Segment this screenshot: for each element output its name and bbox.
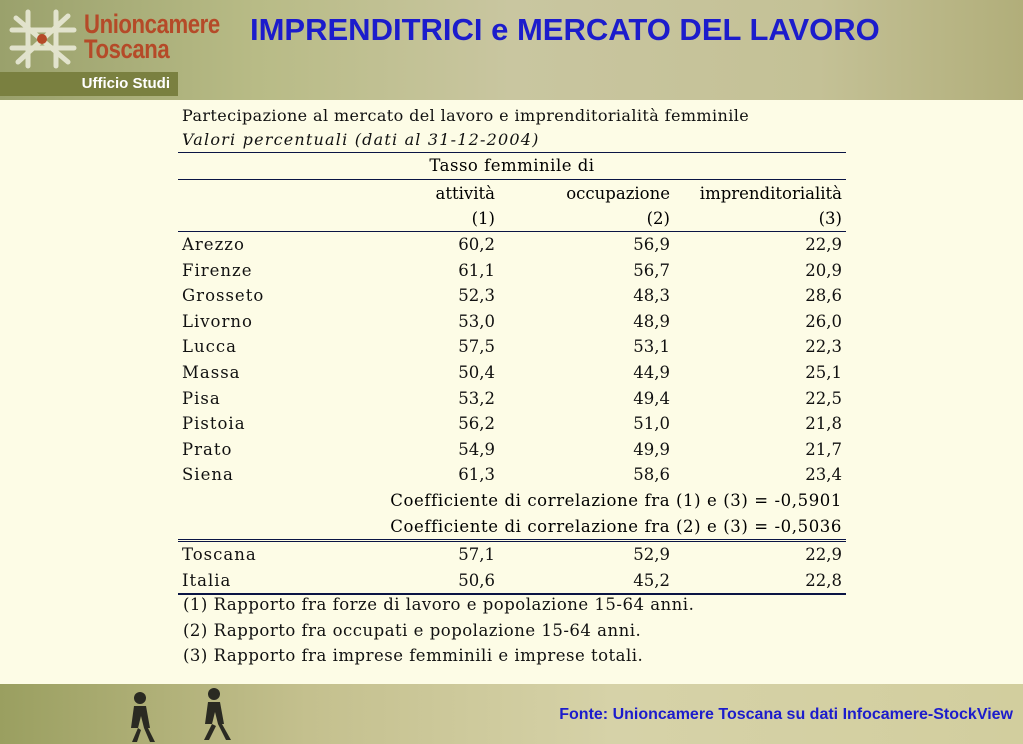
table-row [178, 258, 846, 284]
cell-imprenditorialita: 25,1 [805, 362, 842, 382]
row-label: Firenze [182, 260, 253, 280]
group-header: Tasso femminile di [429, 156, 595, 175]
row-label: Livorno [182, 311, 253, 331]
cell-occupazione: 49,9 [633, 439, 670, 459]
table-row [178, 309, 846, 335]
table-row [178, 334, 846, 360]
cell-imprenditorialita: 22,3 [805, 337, 842, 357]
logo-asterisk-icon [8, 8, 78, 70]
table-row [178, 386, 846, 412]
cell-imprenditorialita: 26,0 [805, 311, 842, 331]
table-row [178, 462, 846, 488]
cell-attivita: 60,2 [458, 235, 495, 254]
table-row [178, 411, 846, 437]
cell-attivita: 56,2 [458, 414, 495, 434]
cell-imprenditorialita: 21,7 [805, 439, 842, 459]
cell-imprenditorialita: 22,5 [805, 388, 842, 408]
table-caption: Partecipazione al mercato del lavoro e imprenditorialità femminile [182, 106, 750, 125]
column-numbers [178, 207, 846, 231]
header-banner [0, 0, 1023, 100]
row-label: Grosseto [182, 286, 265, 306]
cell-attivita: 57,1 [458, 545, 495, 565]
source-credit: Fonte: Unioncamere Toscana su dati Infocamere-StockView [559, 706, 1013, 723]
col-number-3: (3) [818, 209, 842, 228]
cell-imprenditorialita: 22,9 [805, 545, 842, 565]
cell-imprenditorialita: 22,9 [805, 235, 842, 254]
row-label: Toscana [182, 545, 257, 565]
cell-occupazione: 49,4 [633, 388, 670, 408]
col-number-2: (2) [646, 209, 670, 228]
table-notes [183, 592, 694, 669]
column-headers [178, 180, 846, 207]
note-1: (1) Rapporto fra forze di lavoro e popolazione 15-64 anni. [183, 595, 695, 614]
table-row [178, 283, 846, 309]
cell-attivita: 53,2 [458, 388, 495, 408]
table-subcaption: Valori percentuali (dati al 31-12-2004) [182, 130, 540, 149]
cell-attivita: 52,3 [458, 286, 495, 306]
table-row [178, 437, 846, 463]
cell-occupazione: 44,9 [633, 362, 670, 382]
row-label: Italia [182, 570, 232, 590]
cell-occupazione: 52,9 [633, 545, 670, 565]
table-row [178, 568, 846, 594]
cell-attivita: 61,3 [458, 465, 495, 485]
table-row [178, 232, 846, 258]
cell-attivita: 54,9 [458, 439, 495, 459]
col-number-1: (1) [471, 209, 495, 228]
cell-imprenditorialita: 23,4 [805, 465, 842, 485]
cell-occupazione: 53,1 [633, 337, 670, 357]
table-row [178, 360, 846, 386]
cell-attivita: 50,6 [458, 570, 495, 590]
row-label: Arezzo [182, 235, 245, 254]
walking-people-icon [110, 684, 260, 744]
footer-banner [0, 684, 1023, 744]
correlation-1: Coefficiente di correlazione fra (1) e (3) = -0,5901 [390, 490, 842, 510]
data-table [178, 100, 846, 595]
col-header-occupazione: occupazione [566, 184, 670, 203]
page-title: IMPRENDITRICI e MERCATO DEL LAVORO [250, 12, 880, 47]
cell-occupazione: 56,7 [633, 260, 670, 280]
cell-occupazione: 45,2 [633, 570, 670, 590]
office-label: Ufficio Studi [0, 72, 178, 96]
col-header-imprenditorialita: imprenditorialità [699, 184, 842, 203]
cell-occupazione: 48,9 [633, 311, 670, 331]
unioncamere-logo[interactable] [8, 6, 228, 76]
row-label: Siena [182, 465, 234, 485]
row-label: Pistoia [182, 414, 246, 434]
cell-occupazione: 51,0 [633, 414, 670, 434]
table-row [178, 542, 846, 568]
logo-text [84, 9, 220, 64]
cell-attivita: 57,5 [458, 337, 495, 357]
note-3: (3) Rapporto fra imprese femminili e imprese totali. [183, 646, 644, 665]
row-label: Pisa [182, 388, 221, 408]
row-label: Lucca [182, 337, 237, 357]
note-2: (2) Rapporto fra occupati e popolazione 15-64 anni. [183, 620, 642, 640]
col-header-attivita: attività [435, 184, 495, 203]
cell-occupazione: 58,6 [633, 465, 670, 485]
cell-imprenditorialita: 20,9 [805, 260, 842, 280]
cell-imprenditorialita: 22,8 [805, 570, 842, 590]
cell-attivita: 61,1 [458, 260, 495, 280]
cell-imprenditorialita: 21,8 [805, 414, 842, 434]
cell-occupazione: 48,3 [633, 286, 670, 306]
cell-imprenditorialita: 28,6 [805, 286, 842, 306]
logo-line1: Unioncamere [84, 9, 220, 39]
row-label: Massa [182, 362, 241, 382]
cell-attivita: 53,0 [458, 311, 495, 331]
logo-line2: Toscana [84, 34, 170, 64]
cell-occupazione: 56,9 [633, 235, 670, 254]
correlation-2: Coefficiente di correlazione fra (2) e (3) = -0,5036 [390, 516, 842, 536]
cell-attivita: 50,4 [458, 362, 495, 382]
row-label: Prato [182, 439, 233, 459]
